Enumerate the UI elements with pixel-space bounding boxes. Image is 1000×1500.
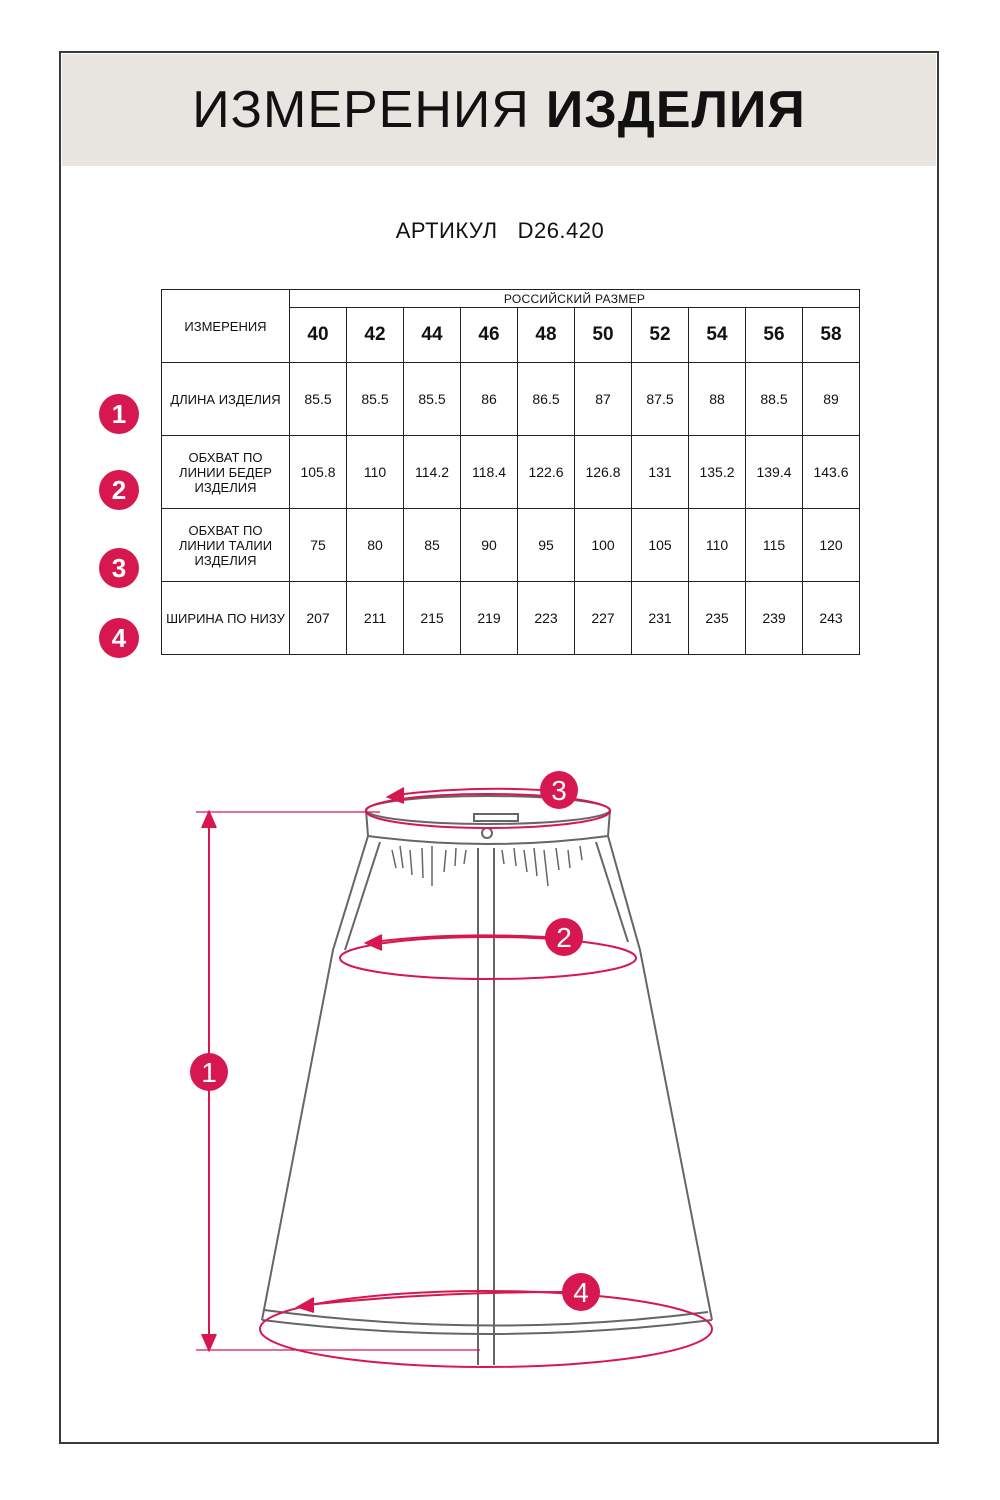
measure-header: ИЗМЕРЕНИЯ — [162, 290, 290, 363]
length-arrow-up — [202, 812, 216, 828]
table-cell: 85.5 — [404, 363, 461, 436]
size-header-42: 42 — [347, 308, 404, 363]
row-label: ДЛИНА ИЗДЕЛИЯ — [162, 363, 290, 436]
marker-4-label: 4 — [573, 1277, 589, 1308]
row-marker-badge: 1 — [99, 394, 139, 434]
table-cell: 120 — [803, 509, 860, 582]
table-cell: 90 — [461, 509, 518, 582]
row-label: ОБХВАТ ПО ЛИНИИ БЕДЕР ИЗДЕЛИЯ — [162, 436, 290, 509]
hem-arrowhead — [298, 1298, 314, 1312]
table-cell: 118.4 — [461, 436, 518, 509]
table-cell: 85.5 — [347, 363, 404, 436]
table-cell: 89 — [803, 363, 860, 436]
table-cell: 211 — [347, 582, 404, 655]
front-placket — [478, 848, 494, 1365]
table-cell: 75 — [290, 509, 347, 582]
table-cell: 85.5 — [290, 363, 347, 436]
left-side-seam — [262, 836, 368, 1320]
table-cell: 143.6 — [803, 436, 860, 509]
marker-3-label: 3 — [551, 775, 567, 806]
table-cell: 87 — [575, 363, 632, 436]
row-marker-badge: 4 — [99, 618, 139, 658]
size-header-52: 52 — [632, 308, 689, 363]
diagram-markers — [190, 771, 600, 1311]
gathers — [392, 846, 582, 886]
table-cell: 131 — [632, 436, 689, 509]
title-bold: ИЗДЕЛИЯ — [545, 81, 806, 139]
table-cell: 114.2 — [404, 436, 461, 509]
size-header-44: 44 — [404, 308, 461, 363]
table-cell: 122.6 — [518, 436, 575, 509]
table-cell: 219 — [461, 582, 518, 655]
hip-circumference — [340, 937, 636, 979]
hem-stitch — [264, 1310, 708, 1326]
size-header-40: 40 — [290, 308, 347, 363]
button-icon — [482, 828, 492, 838]
table-cell: 126.8 — [575, 436, 632, 509]
skirt-outline — [262, 796, 712, 1365]
row-marker-badge: 2 — [99, 470, 139, 510]
title-light: ИЗМЕРЕНИЯ — [192, 81, 530, 139]
row-label: ШИРИНА ПО НИЗУ — [162, 582, 290, 655]
table-cell: 105 — [632, 509, 689, 582]
table-cell: 80 — [347, 509, 404, 582]
article-label: АРТИКУЛ — [395, 218, 498, 243]
size-header-46: 46 — [461, 308, 518, 363]
table-cell: 207 — [290, 582, 347, 655]
table-cell: 86 — [461, 363, 518, 436]
size-header-58: 58 — [803, 308, 860, 363]
table-cell: 223 — [518, 582, 575, 655]
hips-arrowhead — [366, 935, 382, 950]
table-cell: 85 — [404, 509, 461, 582]
row-label: ОБХВАТ ПО ЛИНИИ ТАЛИИ ИЗДЕЛИЯ — [162, 509, 290, 582]
table-cell: 105.8 — [290, 436, 347, 509]
table-cell: 88 — [689, 363, 746, 436]
table-cell: 110 — [689, 509, 746, 582]
right-side-seam — [608, 836, 712, 1320]
table-cell: 139.4 — [746, 436, 803, 509]
table-cell: 110 — [347, 436, 404, 509]
table-cell: 88.5 — [746, 363, 803, 436]
hem-line — [262, 1320, 712, 1334]
size-header-54: 54 — [689, 308, 746, 363]
table-cell: 135.2 — [689, 436, 746, 509]
table-cell: 235 — [689, 582, 746, 655]
table-cell: 87.5 — [632, 363, 689, 436]
table-cell: 86.5 — [518, 363, 575, 436]
table-cell: 243 — [803, 582, 860, 655]
table-cell: 231 — [632, 582, 689, 655]
size-group-header: РОССИЙСКИЙ РАЗМЕР — [290, 290, 860, 308]
row-marker-badge: 3 — [99, 548, 139, 588]
table-cell: 215 — [404, 582, 461, 655]
size-header-56: 56 — [746, 308, 803, 363]
measurement-guides — [196, 788, 712, 1367]
marker-2-label: 2 — [556, 922, 572, 953]
marker-1-label: 1 — [201, 1057, 217, 1088]
size-header-50: 50 — [575, 308, 632, 363]
length-arrow-down — [202, 1334, 216, 1350]
table-cell: 115 — [746, 509, 803, 582]
table-cell: 100 — [575, 509, 632, 582]
belt-loop — [474, 814, 518, 821]
table-cell: 239 — [746, 582, 803, 655]
article-code: D26.420 — [517, 218, 605, 243]
size-header-48: 48 — [518, 308, 575, 363]
table-cell: 227 — [575, 582, 632, 655]
table-cell: 95 — [518, 509, 575, 582]
